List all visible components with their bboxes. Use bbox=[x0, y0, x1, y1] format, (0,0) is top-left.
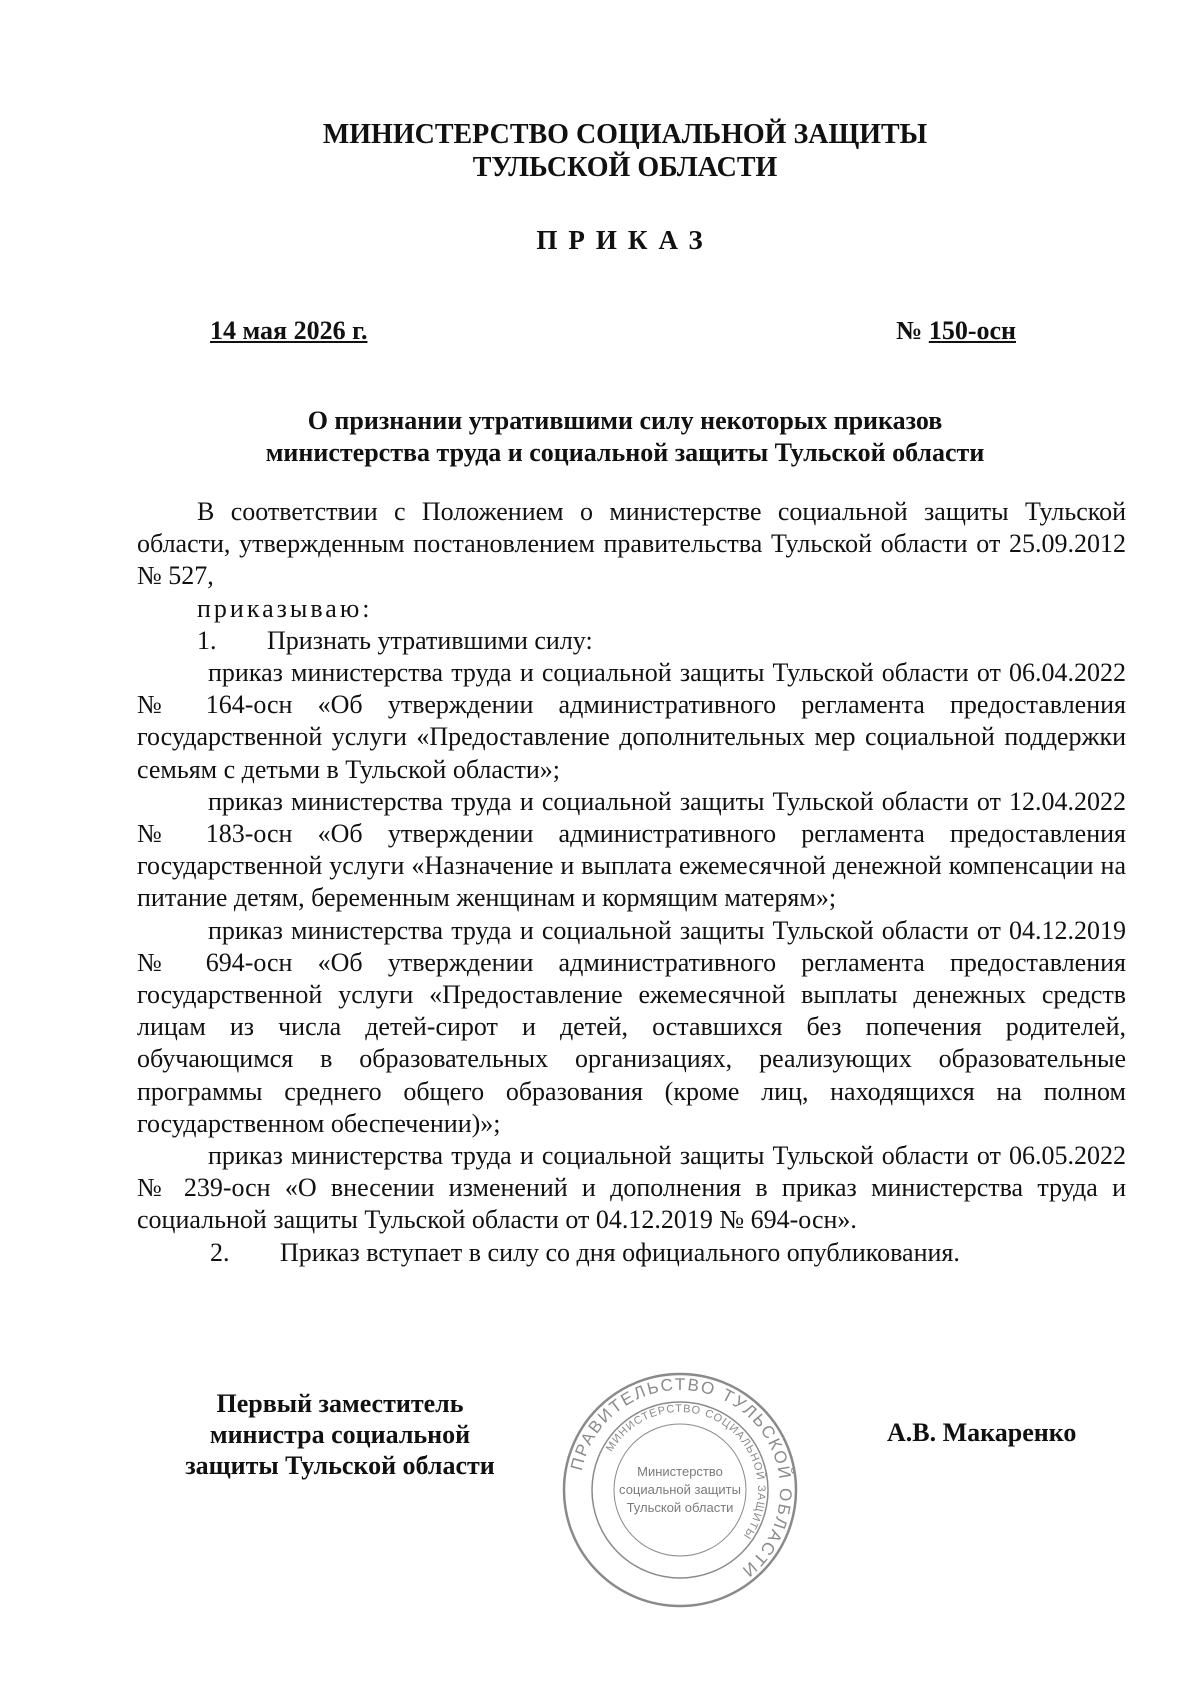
position-line-1: Первый заместитель bbox=[216, 1389, 464, 1418]
item-1 bbox=[137, 625, 1126, 657]
order-number-value: 150-осн bbox=[928, 316, 1016, 345]
revoked-order-1: приказ министерства труда и социальной защиты Тульской области от 06.04.2022 № 164-осн «Об утверждении административного регламента предоставления государственной услуги «Предоставление дополнительных мер социальной поддержки семьям с детьми в Тульской области»; bbox=[137, 658, 1126, 784]
order-number-prefix: № bbox=[896, 316, 923, 345]
revoked-order-3: приказ министерства труда и социальной защиты Тульской области от 04.12.2019 № 694-осн «Об утверждении административного регламента предоставления государственной услуги «Предоставление ежемесячной выплаты денежных средств лицам из числа детей-сирот и детей, оставшихся без попечения родителей, обучающимся в образовательных организациях, реализующих образовательные программы среднего общего образования (кроме лиц, находящихся на полном государственном обеспечении)»; bbox=[137, 915, 1126, 1138]
doc-type-title: ПРИКАЗ bbox=[536, 225, 714, 255]
order-subject bbox=[0, 405, 1200, 469]
revoked-order-4: приказ министерства труда и социальной защиты Тульской области от 06.05.2022 № 239-осн «О внесении изменений и дополнения в приказ министерства труда и социальной защиты Тульской области от 04.12.2019 № 694-осн». bbox=[137, 1141, 1126, 1235]
item-1-number: 1. bbox=[197, 625, 217, 655]
order-number bbox=[896, 316, 1016, 346]
revoked-order-2: приказ министерства труда и социальной защиты Тульской области от 12.04.2022 № 183-осн «Об утверждении административного регламента предоставления государственной услуги «Назначение и выплата ежемесячной денежной компенсации на питание детям, беременным женщинам и кормящим матерям»; bbox=[137, 786, 1126, 913]
official-seal bbox=[560, 1370, 800, 1610]
signatory-name: А.В. Макаренко bbox=[887, 1418, 1077, 1447]
seal-center-line-2: социальной защиты bbox=[619, 1482, 741, 1497]
signatory-position bbox=[150, 1388, 530, 1481]
order-body bbox=[137, 496, 1126, 1269]
seal-center-line-1: Министерство bbox=[637, 1464, 723, 1479]
position-line-3: защиты Тульской области bbox=[185, 1451, 495, 1480]
ministry-header bbox=[0, 118, 1200, 184]
preamble-paragraph: В соответствии с Положением о министерстве социальной защиты Тульской области, утвержденным постановлением правительства Тульской области от 25.09.2012 № 527, bbox=[137, 497, 1126, 591]
seal-outer-text: ПРАВИТЕЛЬСТВО ТУЛЬСКОЙ ОБЛАСТИ bbox=[567, 1374, 796, 1582]
ministry-line-2: ТУЛЬСКОЙ ОБЛАСТИ bbox=[472, 152, 778, 183]
item-2-number: 2. bbox=[210, 1237, 230, 1267]
seal-inner-text: МИНИСТЕРСТВО СОЦИАЛЬНОЙ ЗАЩИТЫ bbox=[603, 1402, 768, 1542]
item-2 bbox=[137, 1237, 1126, 1269]
seal-center-line-3: Тульской области bbox=[626, 1500, 734, 1515]
item-2-text: Приказ вступает в силу со дня официального опубликования. bbox=[280, 1237, 960, 1267]
subject-line-1: О признании утратившими силу некоторых приказов bbox=[307, 406, 943, 435]
subject-line-2: министерства труда и социальной защиты Тульской области bbox=[265, 438, 985, 467]
order-date: 14 мая 2026 г. bbox=[210, 316, 368, 345]
position-line-2: министра социальной bbox=[209, 1420, 471, 1449]
item-1-text: Признать утратившими силу: bbox=[267, 625, 593, 655]
ministry-line-1: МИНИСТЕРСТВО СОЦИАЛЬНОЙ ЗАЩИТЫ bbox=[322, 119, 928, 150]
command-word: приказываю: bbox=[197, 593, 373, 623]
